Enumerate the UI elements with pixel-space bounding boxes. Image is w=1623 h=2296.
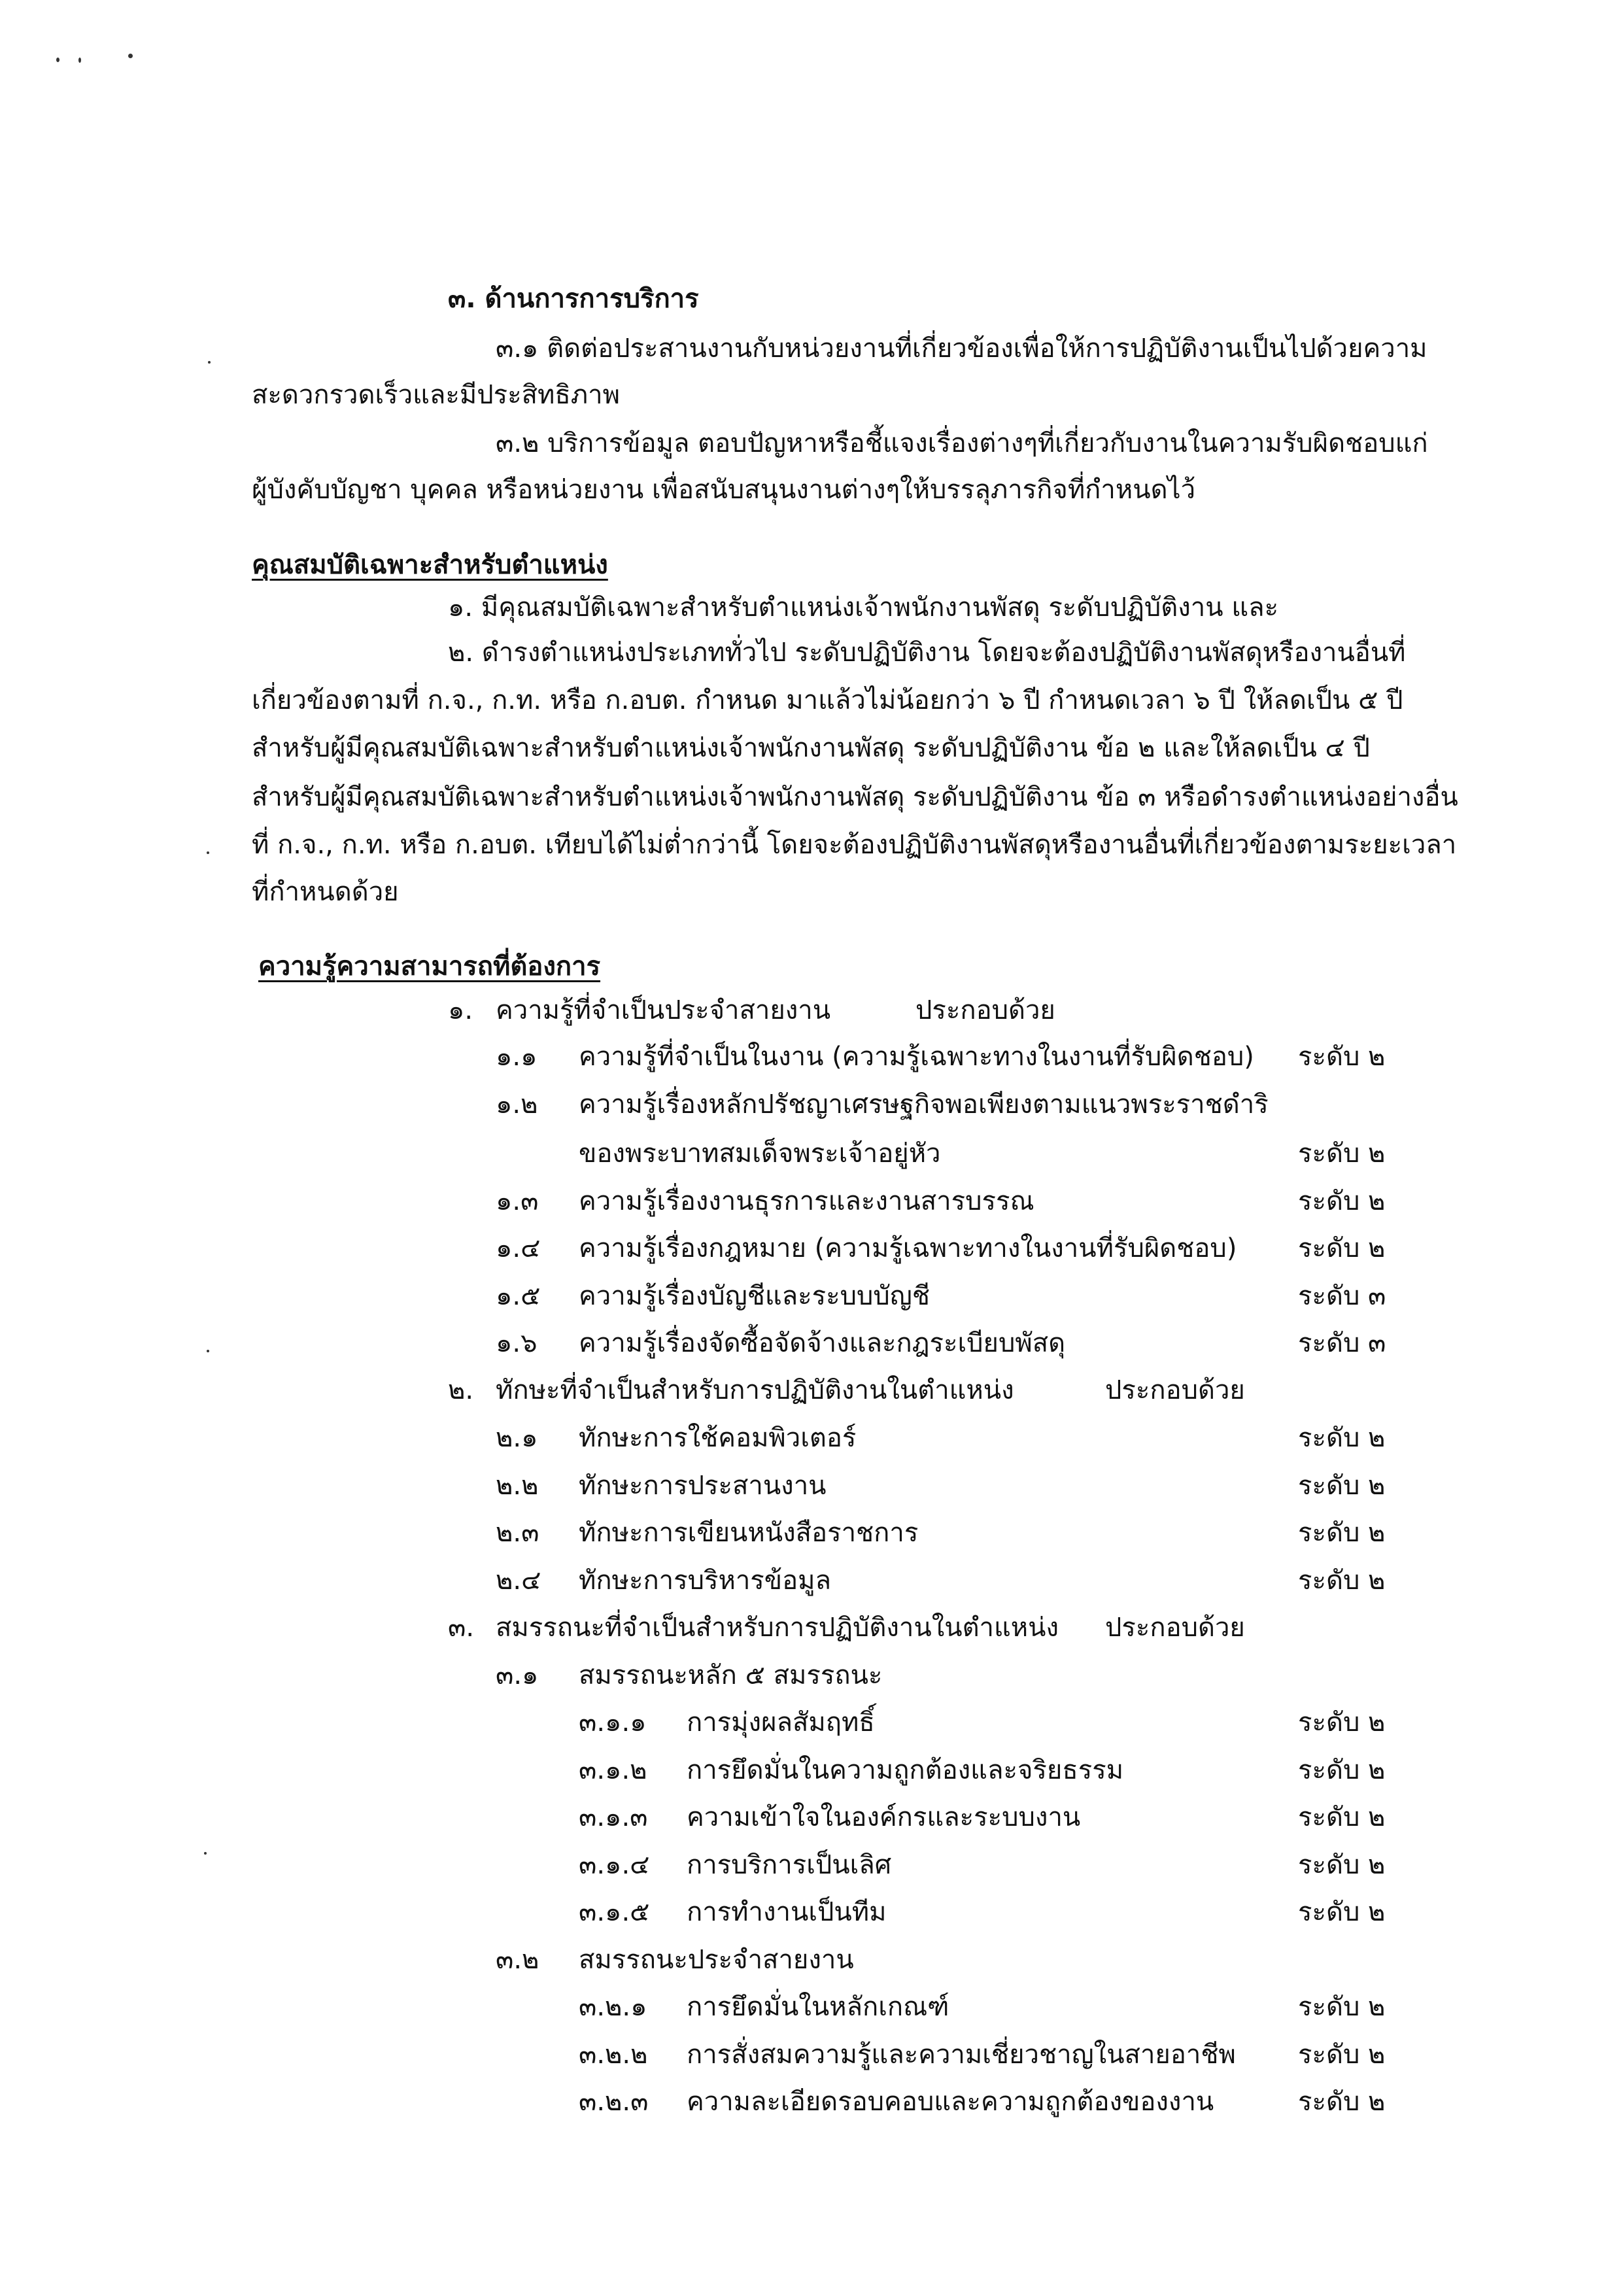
group-suffix: ประกอบด้วย bbox=[1105, 1375, 1245, 1405]
subgroup-number: ๓.๒ bbox=[496, 1945, 539, 1975]
item-number: ๑.๓ bbox=[496, 1186, 539, 1216]
item-text: ทักษะการเขียนหนังสือราชการ bbox=[579, 1518, 919, 1548]
item-number: ๒.๔ bbox=[496, 1566, 541, 1596]
item-level: ระดับ ๒ bbox=[1298, 1423, 1386, 1453]
item-level: ระดับ ๒ bbox=[1298, 1992, 1386, 2022]
item-text: ความรู้เรื่องงานธุรการและงานสารบรรณ bbox=[579, 1186, 1034, 1216]
qualification-line: สำหรับผู้มีคุณสมบัติเฉพาะสำหรับตำแหน่งเจ้าพนักงานพัสดุ ระดับปฏิบัติงาน ข้อ ๓ หรือดำรงตำแหน่งอย่างอื่น bbox=[252, 782, 1458, 812]
group-number: ๑. bbox=[448, 995, 473, 1025]
group-number: ๓. bbox=[448, 1613, 475, 1643]
item-number: ๑.๔ bbox=[496, 1233, 541, 1263]
item-text: ทักษะการประสานงาน bbox=[579, 1471, 827, 1501]
group-suffix: ประกอบด้วย bbox=[915, 995, 1055, 1025]
item-number: ๓.๒.๑ bbox=[579, 1992, 647, 2022]
scan-mark bbox=[128, 54, 133, 58]
item-number: ๒.๒ bbox=[496, 1471, 539, 1501]
qualification-line: ที่กำหนดด้วย bbox=[252, 877, 399, 907]
item-text-continued: ของพระบาทสมเด็จพระเจ้าอยู่หัว bbox=[579, 1139, 941, 1169]
item-level: ระดับ ๒ bbox=[1298, 1802, 1386, 1832]
knowledge-heading: ความรู้ความสามารถที่ต้องการ bbox=[258, 951, 601, 982]
item-text: การสั่งสมความรู้และความเชี่ยวชาญในสายอาชีพ bbox=[687, 2040, 1236, 2070]
qualifications-heading: คุณสมบัติเฉพาะสำหรับตำแหน่ง bbox=[252, 550, 608, 580]
subgroup-title: สมรรถนะประจำสายงาน bbox=[579, 1945, 854, 1975]
item-text: ทักษะการใช้คอมพิวเตอร์ bbox=[579, 1423, 857, 1453]
item-number: ๓.๑.๒ bbox=[579, 1755, 647, 1785]
item-number: ๑.๕ bbox=[496, 1281, 541, 1311]
item-text: การทำงานเป็นทีม bbox=[687, 1897, 887, 1927]
item-level: ระดับ ๒ bbox=[1298, 1566, 1386, 1596]
item-level: ระดับ ๒ bbox=[1298, 1850, 1386, 1880]
group-number: ๒. bbox=[448, 1375, 474, 1405]
item-number: ๓.๑.๑ bbox=[579, 1707, 647, 1738]
item-number: ๒.๓ bbox=[496, 1518, 539, 1548]
qualification-line: สำหรับผู้มีคุณสมบัติเฉพาะสำหรับตำแหน่งเจ้าพนักงานพัสดุ ระดับปฏิบัติงาน ข้อ ๒ และให้ลดเป็น ๔ ปี bbox=[252, 733, 1370, 763]
item-text: ความรู้เรื่องบัญชีและระบบบัญชี bbox=[579, 1281, 931, 1311]
paragraph-line: ๓.๒ บริการข้อมูล ตอบปัญหาหรือชี้แจงเรื่องต่างๆที่เกี่ยวกับงานในความรับผิดชอบแก่ bbox=[496, 428, 1428, 458]
item-text: ความรู้ที่จำเป็นในงาน (ความรู้เฉพาะทางในงานที่รับผิดชอบ) bbox=[579, 1042, 1254, 1072]
item-number: ๓.๑.๔ bbox=[579, 1850, 650, 1880]
group-suffix: ประกอบด้วย bbox=[1105, 1613, 1245, 1643]
scan-mark bbox=[78, 58, 81, 63]
item-number: ๑.๖ bbox=[496, 1328, 538, 1358]
item-number: ๓.๑.๓ bbox=[579, 1802, 648, 1832]
qualification-line: เกี่ยวข้องตามที่ ก.จ., ก.ท. หรือ ก.อบต. กำหนด มาแล้วไม่น้อยกว่า ๖ ปี กำหนดเวลา ๖ ปี ให้ลดเป็น ๕ ปี bbox=[252, 685, 1403, 715]
item-text: ความรู้เรื่องหลักปรัชญาเศรษฐกิจพอเพียงตามแนวพระราชดำริ bbox=[579, 1089, 1269, 1120]
scan-mark bbox=[207, 851, 209, 854]
item-number: ๓.๒.๒ bbox=[579, 2040, 648, 2070]
group-title: ความรู้ที่จำเป็นประจำสายงาน bbox=[496, 995, 831, 1025]
item-text: การยึดมั่นในหลักเกณฑ์ bbox=[687, 1992, 949, 2022]
item-text: การยึดมั่นในความถูกต้องและจริยธรรม bbox=[687, 1755, 1124, 1785]
item-level: ระดับ ๒ bbox=[1298, 1186, 1386, 1216]
paragraph-line: สะดวกรวดเร็วและมีประสิทธิภาพ bbox=[252, 380, 620, 410]
qualification-item: ๑. มีคุณสมบัติเฉพาะสำหรับตำแหน่งเจ้าพนักงานพัสดุ ระดับปฏิบัติงาน และ bbox=[448, 592, 1279, 623]
item-number: ๑.๒ bbox=[496, 1089, 538, 1120]
section-heading: ๓. ด้านการการบริการ bbox=[448, 284, 699, 314]
paragraph-line: ๓.๑ ติดต่อประสานงานกับหน่วยงานที่เกี่ยวข้องเพื่อให้การปฏิบัติงานเป็นไปด้วยความ bbox=[496, 334, 1427, 364]
item-level: ระดับ ๒ bbox=[1298, 1233, 1386, 1263]
subgroup-number: ๓.๑ bbox=[496, 1660, 539, 1690]
item-text: ความละเอียดรอบคอบและความถูกต้องของงาน bbox=[687, 2087, 1214, 2117]
scan-mark bbox=[56, 58, 60, 62]
paragraph-line: ผู้บังคับบัญชา บุคคล หรือหน่วยงาน เพื่อสนับสนุนงานต่างๆให้บรรลุภารกิจที่กำหนดไว้ bbox=[252, 475, 1196, 505]
item-number: ๓.๑.๕ bbox=[579, 1897, 650, 1927]
group-title: สมรรถนะที่จำเป็นสำหรับการปฏิบัติงานในตำแหน่ง bbox=[496, 1613, 1059, 1643]
qualification-line: ๒. ดำรงตำแหน่งประเภททั่วไป ระดับปฏิบัติงาน โดยจะต้องปฏิบัติงานพัสดุหรืองานอื่นที่ bbox=[448, 638, 1406, 668]
item-text: ความรู้เรื่องกฎหมาย (ความรู้เฉพาะทางในงานที่รับผิดชอบ) bbox=[579, 1233, 1237, 1263]
item-level: ระดับ ๒ bbox=[1298, 1518, 1386, 1548]
item-number: ๒.๑ bbox=[496, 1423, 538, 1453]
item-level: ระดับ ๒ bbox=[1298, 1755, 1386, 1785]
item-level: ระดับ ๓ bbox=[1298, 1328, 1386, 1358]
item-level: ระดับ ๒ bbox=[1298, 1139, 1386, 1169]
item-text: การบริการเป็นเลิศ bbox=[687, 1850, 892, 1880]
item-level: ระดับ ๒ bbox=[1298, 1897, 1386, 1927]
item-text: ความรู้เรื่องจัดซื้อจัดจ้างและกฎระเบียบพัสดุ bbox=[579, 1328, 1066, 1358]
item-level: ระดับ ๒ bbox=[1298, 1707, 1386, 1738]
scan-mark bbox=[207, 1350, 209, 1352]
item-level: ระดับ ๒ bbox=[1298, 1042, 1386, 1072]
scan-mark bbox=[204, 1852, 207, 1855]
subgroup-title: สมรรถนะหลัก ๕ สมรรถนะ bbox=[579, 1660, 883, 1690]
item-number: ๓.๒.๓ bbox=[579, 2087, 649, 2117]
item-text: การมุ่งผลสัมฤทธิ์ bbox=[687, 1707, 875, 1738]
item-text: ความเข้าใจในองค์กรและระบบงาน bbox=[687, 1802, 1081, 1832]
item-level: ระดับ ๓ bbox=[1298, 1281, 1386, 1311]
group-title: ทักษะที่จำเป็นสำหรับการปฏิบัติงานในตำแหน่ง bbox=[496, 1375, 1014, 1405]
item-level: ระดับ ๒ bbox=[1298, 2040, 1386, 2070]
qualification-line: ที่ ก.จ., ก.ท. หรือ ก.อบต. เทียบได้ไม่ต่ำกว่านี้ โดยจะต้องปฏิบัติงานพัสดุหรืองานอื่นที่เกี่ยวข้องตามระยะเวลา bbox=[252, 830, 1457, 860]
item-number: ๑.๑ bbox=[496, 1042, 538, 1072]
item-level: ระดับ ๒ bbox=[1298, 2087, 1386, 2117]
item-text: ทักษะการบริหารข้อมูล bbox=[579, 1566, 832, 1596]
item-level: ระดับ ๒ bbox=[1298, 1471, 1386, 1501]
scan-mark bbox=[208, 361, 211, 364]
